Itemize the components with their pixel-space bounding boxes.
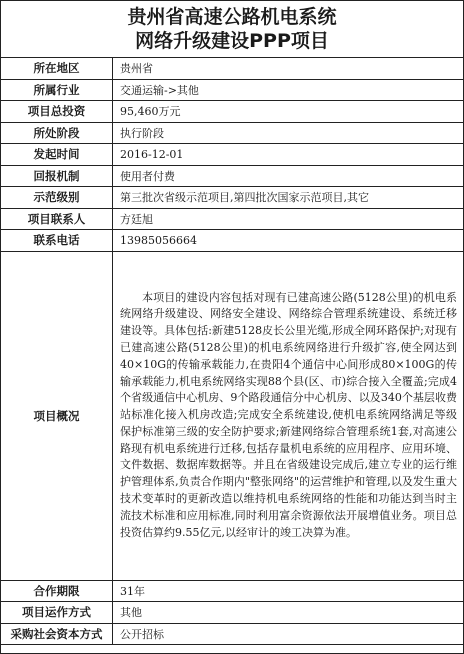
row-demo-level [1, 187, 463, 209]
title-line-2: 网络升级建设PPP项目 [135, 30, 329, 52]
row-label: 示范级别 [1, 187, 113, 209]
row-contact-person [1, 208, 463, 230]
row-procurement-method [1, 623, 463, 645]
overview-text: 本项目的建设内容包括对现有已建高速公路(5128公里)的机电系统网络升级建设、网络安全建设、网络综合管理系统建设、系统迁移建设等。具体包括:新建5128皮长公里光缆,形成全网环路保护;对现有已建高速公路(5128公里)的机电系统网络进行升级扩容,使全网达到40×10G的传输承载能力,在贵阳4个通信中心间形成80×100G的传输承载能力,机电系统网络实现88个县(区、市)综合接入全覆盖;完成4个省级通信中心机房、9个路段通信分中心机房、以及340个基层收费站标准化接入机房改造;完成安全系统建设,使机电系统网络满足等级保护标准第三级的安全防护要求;新建网络综合管理系统1套,对高速公路现有机电系统进行迁移,包括存量机电系统的应用程序、应用环境、文件数据、数据库数据等。并且在省级建设完成后,建立专业的运行维护管理体系,负责合作期内"整张网络"的运营维护和管理,以及发生重大技术变革时的更新改造以维持机电系统网络的性能和功能达到当时主流技术标准和应用标准,同时利用富余资源依法开展增值业务。项目总投资估算约9.55亿元,以经审计的竣工决算为准。 [120, 290, 457, 539]
row-region [1, 58, 463, 79]
row-start-date [1, 144, 463, 166]
row-return-mechanism [1, 165, 463, 187]
row-label: 回报机制 [1, 165, 113, 187]
row-label: 所处阶段 [1, 122, 113, 144]
row-value: 31年 [113, 580, 464, 602]
row-label: 采购社会资本方式 [1, 623, 113, 645]
row-value: 公开招标 [113, 623, 464, 645]
row-label: 联系电话 [1, 230, 113, 252]
row-value: 95,460万元 [113, 101, 464, 123]
overview-cell [113, 251, 464, 580]
row-label: 项目总投资 [1, 101, 113, 123]
row-value: 贵州省 [113, 58, 464, 79]
row-operation-mode [1, 602, 463, 624]
row-value: 13985056664 [113, 230, 464, 252]
row-total-investment [1, 101, 463, 123]
row-label: 发起时间 [1, 144, 113, 166]
info-table [1, 58, 463, 645]
row-value: 使用者付费 [113, 165, 464, 187]
row-contact-phone [1, 230, 463, 252]
row-value: 2016-12-01 [113, 144, 464, 166]
row-label: 所在地区 [1, 58, 113, 79]
row-value: 执行阶段 [113, 122, 464, 144]
row-value: 方廷旭 [113, 208, 464, 230]
row-cooperation-period [1, 580, 463, 602]
document-title [1, 1, 463, 58]
row-label: 所属行业 [1, 79, 113, 101]
row-industry [1, 79, 463, 101]
row-value: 第三批次省级示范项目,第四批次国家示范项目,其它 [113, 187, 464, 209]
row-project-overview [1, 251, 463, 580]
row-value: 交通运输->其他 [113, 79, 464, 101]
row-label: 项目运作方式 [1, 602, 113, 624]
row-label: 项目概况 [1, 251, 113, 580]
title-line-1: 贵州省高速公路机电系统 [127, 6, 337, 28]
row-value: 其他 [113, 602, 464, 624]
row-label: 合作期限 [1, 580, 113, 602]
row-label: 项目联系人 [1, 208, 113, 230]
row-stage [1, 122, 463, 144]
